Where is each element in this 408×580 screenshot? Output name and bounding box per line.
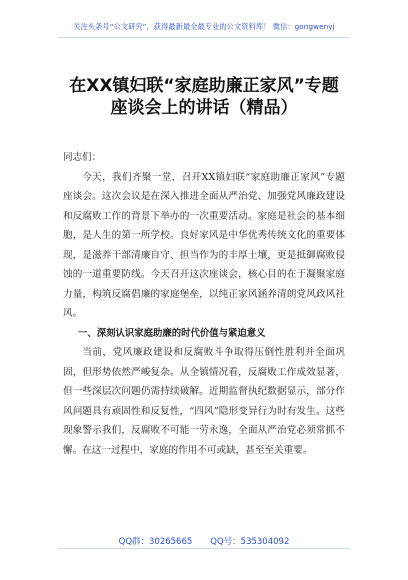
document-body xyxy=(63,148,345,460)
footer-divider xyxy=(58,548,350,549)
title-line-2: 座谈会上的讲话（精品） xyxy=(110,98,298,118)
paragraph-1: 今天，我们齐聚一堂，召开XX镇妇联“家庭助廉正家风”专题座谈会。这次会议是在深入推进全面从严治党、加强党风廉政建设和反腐败工作的背景下举办的一次重要活动。家庭是社会的基本细胞，是人生的第一所学校。良好家风是中华优秀传统文化的重要体现，是滋养干部清廉自守、担当作为的丰厚土壤，更是抵御腐败侵蚀的一道重要防线。今天召开这次座谈会，核心目的在于凝聚家庭力量，构筑反腐倡廉的家庭堡垒，以纯正家风涵养清朗党风政风社风。 xyxy=(63,171,345,319)
header-banner: 关注头条号“公文研究”，获得最新最全最专业的公文资料库！ 微信：gongwenyj xyxy=(73,22,335,31)
section-heading-1: 一、深刻认识家庭助廉的时代价值与紧迫意义 xyxy=(78,327,266,339)
document-title xyxy=(40,75,368,119)
paragraph-2: 当前，党风廉政建设和反腐败斗争取得压倒性胜利并全面巩固，但形势依然严峻复杂。从全镇情况看，反腐败工作成效显著，但一些深层次问题仍需持续破解。近期监督执纪数据显示，部分作风问题具有顽固性和反复性，“四风”隐形变异行为时有发生。这些现象警示我们，反腐败不可能一劳永逸，全面从严治党必须常抓不懈。在这一过程中，家庭的作用不可或缺，甚至至关重要。 xyxy=(63,347,345,456)
footer-qq-number: QQ号：535304092 xyxy=(210,537,290,547)
footer-contact xyxy=(0,535,408,547)
title-line-1: 在XX镇妇联“家庭助廉正家风”专题 xyxy=(69,76,339,96)
footer-qq-group: QQ群：30265665 xyxy=(118,537,193,547)
salutation: 同志们： xyxy=(63,152,102,163)
header-divider xyxy=(58,37,350,38)
